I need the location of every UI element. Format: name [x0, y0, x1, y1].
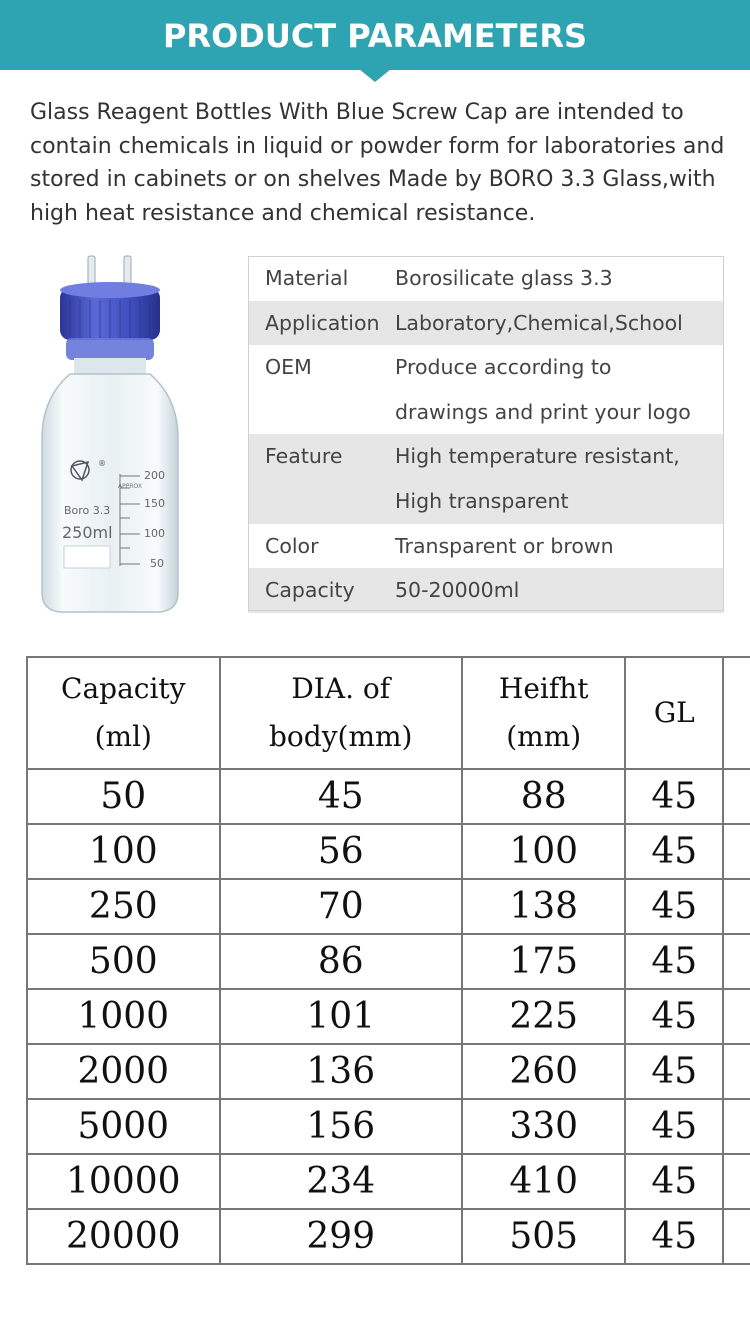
table-row	[27, 989, 750, 1044]
table-cell: 225	[462, 989, 626, 1044]
product-description: Glass Reagent Bottles With Blue Screw Cap are intended to contain chemicals in liquid or powder form for laboratories and stored in cabinets or on shelves Made by BORO 3.3 Glass,with high heat resistance and chemical resistance.	[30, 100, 725, 226]
table-cell: 45	[625, 1154, 723, 1209]
spec-key: Feature	[248, 434, 383, 523]
table-cell: 10000	[27, 1154, 220, 1209]
table-cell-extra	[723, 769, 750, 824]
spec-row	[248, 434, 724, 479]
grad-label: 50	[150, 557, 164, 570]
dimension-header-row	[27, 657, 750, 769]
table-cell: 505	[462, 1209, 626, 1264]
table-cell: 45	[625, 824, 723, 879]
spec-key: Material	[248, 256, 383, 301]
table-cell: 70	[220, 879, 462, 934]
bottle-image	[30, 248, 230, 628]
table-cell: 100	[27, 824, 220, 879]
table-cell: 45	[625, 769, 723, 824]
table-cell: 138	[462, 879, 626, 934]
grad-label: 150	[144, 497, 165, 510]
bottle-volume-label: 250ml	[62, 523, 113, 542]
bottle-brand-text: Boro 3.3	[64, 504, 111, 517]
reagent-bottle-icon	[30, 248, 230, 628]
table-cell: 20000	[27, 1209, 220, 1264]
approx-text: APPROX	[118, 483, 142, 490]
page-title: PRODUCT PARAMETERS	[162, 17, 588, 55]
table-cell: 410	[462, 1154, 626, 1209]
table-cell: 86	[220, 934, 462, 989]
spec-value: Produce according to	[383, 345, 724, 390]
table-cell-extra	[723, 879, 750, 934]
spec-row	[248, 301, 724, 346]
spec-value: 50-20000ml	[383, 568, 724, 613]
header-height: Heifht (mm)	[462, 657, 626, 769]
table-row	[27, 824, 750, 879]
table-cell: 234	[220, 1154, 462, 1209]
table-cell: 88	[462, 769, 626, 824]
spec-table	[248, 256, 724, 613]
table-cell-extra	[723, 934, 750, 989]
spec-value: Transparent or brown	[383, 524, 724, 569]
table-row	[27, 879, 750, 934]
spec-value: High transparent	[383, 479, 724, 524]
table-row	[27, 1154, 750, 1209]
table-cell-extra	[723, 989, 750, 1044]
table-cell: 45	[625, 989, 723, 1044]
table-cell: 175	[462, 934, 626, 989]
banner-notch	[359, 69, 391, 82]
table-cell: 500	[27, 934, 220, 989]
table-cell: 45	[625, 1044, 723, 1099]
table-cell: 45	[625, 879, 723, 934]
table-cell-extra	[723, 824, 750, 879]
grad-label: 200	[144, 469, 165, 482]
table-row	[27, 1044, 750, 1099]
dimension-table	[26, 656, 750, 1265]
table-cell: 330	[462, 1099, 626, 1154]
table-cell: 100	[462, 824, 626, 879]
table-cell: 45	[625, 934, 723, 989]
spec-value: drawings and print your logo	[383, 390, 724, 435]
grad-label: 100	[144, 527, 165, 540]
table-cell: 45	[220, 769, 462, 824]
table-cell: 101	[220, 989, 462, 1044]
table-cell: 56	[220, 824, 462, 879]
table-cell-extra	[723, 1209, 750, 1264]
table-cell: 1000	[27, 989, 220, 1044]
header-capacity: Capacity (ml)	[27, 657, 220, 769]
spec-row	[248, 524, 724, 569]
table-cell: 260	[462, 1044, 626, 1099]
spec-key: Capacity	[248, 568, 383, 613]
table-cell: 250	[27, 879, 220, 934]
svg-text:®: ®	[98, 459, 106, 468]
header-extra-column	[723, 657, 750, 769]
table-cell-extra	[723, 1099, 750, 1154]
spec-row	[248, 256, 724, 301]
spec-row	[248, 568, 724, 613]
spec-key: OEM	[248, 345, 383, 434]
table-cell: 50	[27, 769, 220, 824]
spec-key: Color	[248, 524, 383, 569]
table-row	[27, 1099, 750, 1154]
table-cell: 156	[220, 1099, 462, 1154]
spec-key: Application	[248, 301, 383, 346]
table-cell: 136	[220, 1044, 462, 1099]
table-cell: 5000	[27, 1099, 220, 1154]
table-row	[27, 934, 750, 989]
table-cell: 2000	[27, 1044, 220, 1099]
table-cell-extra	[723, 1044, 750, 1099]
table-cell: 45	[625, 1099, 723, 1154]
spec-value: Laboratory,Chemical,School	[383, 301, 724, 346]
spec-row	[248, 345, 724, 390]
table-cell: 299	[220, 1209, 462, 1264]
table-cell: 45	[625, 1209, 723, 1264]
header-gl: GL	[625, 657, 723, 769]
table-cell-extra	[723, 1154, 750, 1209]
table-row	[27, 769, 750, 824]
table-row	[27, 1209, 750, 1264]
spec-value: Borosilicate glass 3.3	[383, 256, 724, 301]
spec-value: High temperature resistant,	[383, 434, 724, 479]
header-diameter: DIA. of body(mm)	[220, 657, 462, 769]
